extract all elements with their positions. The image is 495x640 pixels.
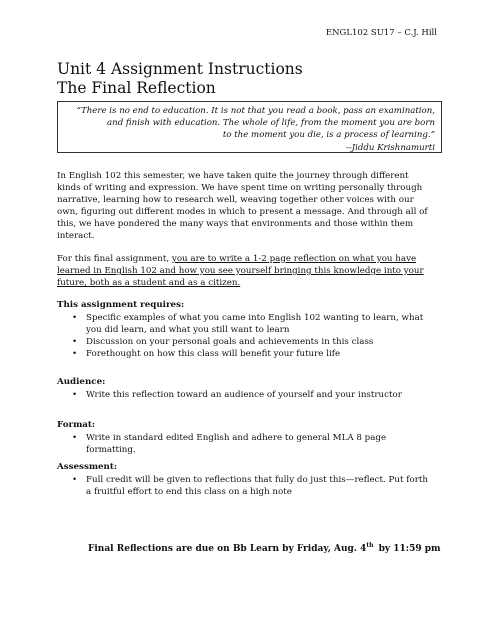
bullet-icon: • xyxy=(72,313,78,323)
task-underlined: future, both as a student and as a citizen. xyxy=(57,278,241,289)
bullet-icon: • xyxy=(72,475,78,485)
assessment-heading: Assessment: xyxy=(57,462,118,472)
audience-heading: Audience: xyxy=(57,377,106,387)
task-underlined: learned in English 102 and how you see yourself bringing this knowledge into your xyxy=(57,266,424,277)
quote-line: and finish with education. The whole of life, from the moment you are born xyxy=(107,118,435,129)
quote-line: “There is no end to education. It is not that you read a book, pass an examination, xyxy=(76,106,435,116)
list-item: • Full credit will be given to reflections that fully do just this—reflect. Put forth a fruitful effort to end this class on a high note xyxy=(72,475,428,498)
task-lead: For this final assignment, xyxy=(57,254,172,264)
bullet-icon: • xyxy=(72,390,78,400)
audience-list xyxy=(57,389,402,401)
page-title xyxy=(57,60,303,98)
intro-line: interact. xyxy=(57,231,95,242)
bullet-icon: • xyxy=(72,337,78,348)
intro-paragraph xyxy=(57,170,447,243)
list-item: • Discussion on your personal goals and achievements in this class xyxy=(72,337,374,348)
task-line xyxy=(57,253,447,265)
bullet-icon: • xyxy=(72,349,78,360)
list-item: • Forethought on how this class will benefit your future life xyxy=(72,349,341,360)
list-item: • Write in standard edited English and adhere to general MLA 8 page formatting. xyxy=(72,433,387,456)
list-item: • Write this reflection toward an audience of yourself and your instructor xyxy=(72,390,402,400)
course-header: ENGL102 SU17 – C.J. Hill xyxy=(325,28,437,38)
intro-line: own, figuring out different modes in which to present a message. And through all of xyxy=(57,207,428,218)
due-date-notice: Final Reflections are due on Bb Learn by Friday, Aug. 4th by 11:59 pm xyxy=(88,542,441,554)
task-line xyxy=(57,277,447,289)
title-line-1: Unit 4 Assignment Instructions xyxy=(57,60,303,78)
task-paragraph xyxy=(57,253,447,289)
due-date-ordinal: th xyxy=(366,542,374,549)
assessment-list xyxy=(57,474,428,498)
quote-attribution: --Jiddu Krishnamurti xyxy=(345,142,435,153)
requires-heading: This assignment requires: xyxy=(57,300,185,310)
bullet-icon: • xyxy=(72,433,78,443)
intro-line: In English 102 this semester, we have taken quite the journey through different xyxy=(57,171,409,181)
requires-list xyxy=(57,312,423,360)
list-item: • Specific examples of what you came into English 102 wanting to learn, what you did learn, and what you still want to learn xyxy=(72,313,424,336)
task-underlined: you are to write a 1-2 page reflection on what you have xyxy=(171,254,417,264)
quote-line: to the moment you die, is a process of learning.” xyxy=(222,130,435,141)
quote-box xyxy=(57,101,442,153)
format-list xyxy=(57,432,386,456)
intro-line: kinds of writing and expression. We have spent time on writing personally through xyxy=(57,183,423,194)
intro-line: this, we have pondered the many ways that environments and those within them xyxy=(57,219,414,230)
title-line-2: The Final Reflection xyxy=(57,79,216,97)
intro-line: narrative, learning how to research well, weaving together other voices with our xyxy=(57,195,414,206)
task-line xyxy=(57,265,447,277)
format-heading: Format: xyxy=(57,420,96,430)
